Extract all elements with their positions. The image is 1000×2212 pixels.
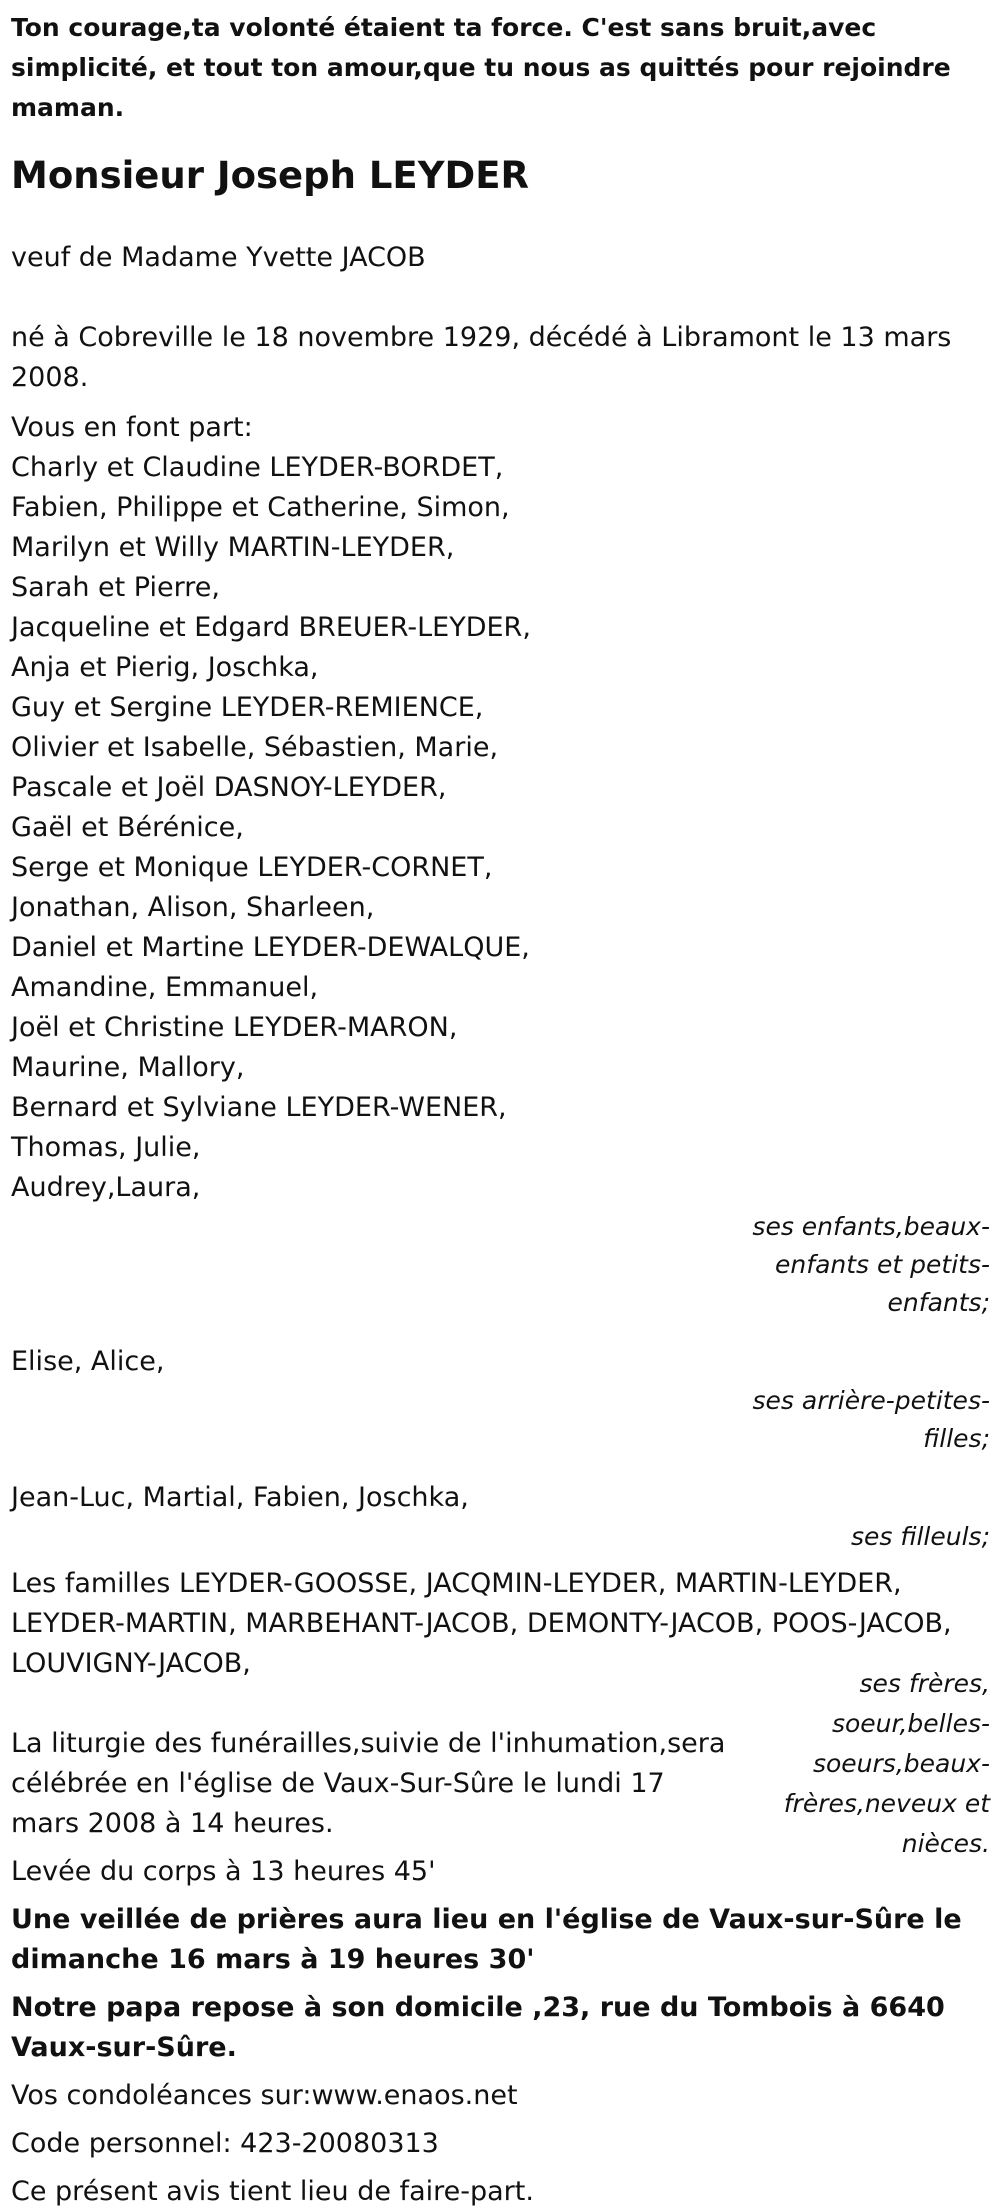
deceased-name: Monsieur Joseph LEYDER <box>11 154 529 197</box>
list-item: Olivier et Isabelle, Sébastien, Marie, <box>11 732 499 763</box>
godchildren-role: ses filleuls; <box>850 1522 990 1551</box>
birth-death-line: né à Cobreville le 18 novembre 1929, décédé à Libramont le 13 mars 2008. <box>11 322 952 393</box>
list-item: Gaël et Bérénice, <box>11 812 244 843</box>
list-item: Serge et Monique LEYDER-CORNET, <box>11 852 493 883</box>
notice-line: Ce présent avis tient lieu de faire-part. <box>11 2176 534 2207</box>
list-item: Sarah et Pierre, <box>11 572 220 603</box>
announce-heading: Vous en font part: <box>11 412 253 443</box>
intro-quote: Ton courage,ta volonté étaient ta force. C'est sans bruit,avec simplicité, et tout ton amour,que tu nous as quittés pour rejoindre maman. <box>11 13 951 122</box>
widower-line: veuf de Madame Yvette JACOB <box>11 242 426 273</box>
personal-code-line: Code personnel: 423-20080313 <box>11 2128 439 2159</box>
godchildren-names: Jean-Luc, Martial, Fabien, Joschka, <box>11 1482 469 1513</box>
list-item: Pascale et Joël DASNOY-LEYDER, <box>11 772 447 803</box>
levee-line: Levée du corps à 13 heures 45' <box>11 1856 436 1887</box>
liturgy-text: La liturgie des funérailles,suivie de l'inhumation,sera célébrée en l'église de Vaux-Sur-Sûre le lundi 17 mars 2008 à 14 heures. <box>11 1728 726 1839</box>
list-item: Joël et Christine LEYDER-MARON, <box>11 1012 458 1043</box>
children-list <box>11 448 990 1208</box>
great-grand-role: ses arrière-petites-filles; <box>752 1386 990 1453</box>
list-item: Anja et Pierig, Joschka, <box>11 652 319 683</box>
list-item: Maurine, Mallory, <box>11 1052 245 1083</box>
list-item: Guy et Sergine LEYDER-REMIENCE, <box>11 692 484 723</box>
great-grand-names: Elise, Alice, <box>11 1346 165 1377</box>
families-line: Les familles LEYDER-GOOSSE, JACQMIN-LEYDER, MARTIN-LEYDER, LEYDER-MARTIN, MARBEHANT-JACOB, DEMONTY-JACOB, POOS-JACOB, LOUVIGNY-JACOB, <box>11 1568 952 1679</box>
rest-place-line: Notre papa repose à son domicile ,23, rue du Tombois à 6640 Vaux-sur-Sûre. <box>11 1992 945 2063</box>
list-item: Fabien, Philippe et Catherine, Simon, <box>11 492 510 523</box>
list-item: Daniel et Martine LEYDER-DEWALQUE, <box>11 932 530 963</box>
list-item: Thomas, Julie, <box>11 1132 201 1163</box>
vigil-line: Une veillée de prières aura lieu en l'église de Vaux-sur-Sûre le dimanche 16 mars à 19 heures 30' <box>11 1904 962 1975</box>
children-role: ses enfants,beaux-enfants et petits-enfants; <box>752 1212 990 1317</box>
list-item: Jacqueline et Edgard BREUER-LEYDER, <box>11 612 531 643</box>
list-item: Marilyn et Willy MARTIN-LEYDER, <box>11 532 455 563</box>
families-role: ses frères, soeur,belles-soeurs,beaux-frères,neveux et nièces. <box>783 1669 990 1858</box>
list-item: Bernard et Sylviane LEYDER-WENER, <box>11 1092 507 1123</box>
condolences-line: Vos condoléances sur:www.enaos.net <box>11 2080 518 2111</box>
list-item: Jonathan, Alison, Sharleen, <box>11 892 375 923</box>
list-item: Audrey,Laura, <box>11 1172 201 1203</box>
list-item: Charly et Claudine LEYDER-BORDET, <box>11 452 504 483</box>
list-item: Amandine, Emmanuel, <box>11 972 319 1003</box>
liturgy-section <box>11 1669 990 1858</box>
